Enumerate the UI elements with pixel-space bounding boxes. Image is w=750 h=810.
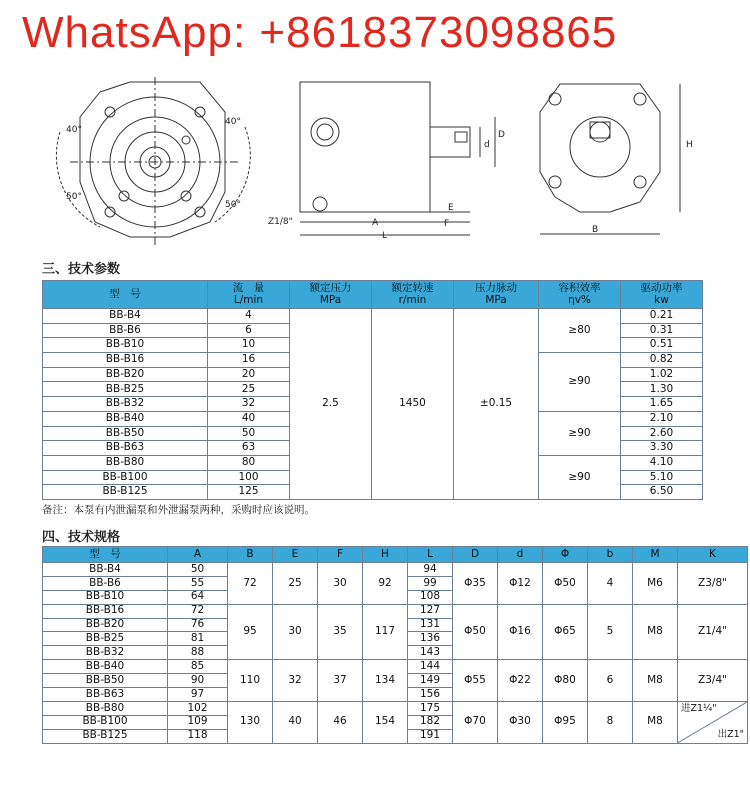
dim-label: H xyxy=(686,140,693,150)
model-cell: BB-B20 xyxy=(43,367,208,382)
power-cell: 3.30 xyxy=(621,441,703,456)
model-cell: BB-B125 xyxy=(43,485,208,500)
f-cell: 30 xyxy=(318,563,363,605)
model-cell: BB-B10 xyxy=(43,338,208,353)
col-header-K: K xyxy=(678,547,748,563)
dim-label: F xyxy=(444,219,450,229)
e-cell: 30 xyxy=(273,604,318,660)
model-cell: BB-B25 xyxy=(43,632,168,646)
col-header-power: 驱动功率 kw xyxy=(621,281,703,309)
table-row xyxy=(43,563,748,577)
k-cell: Z3/8" xyxy=(678,563,748,605)
front-view xyxy=(56,77,250,247)
b-cell: 6 xyxy=(588,660,633,702)
flow-cell: 6 xyxy=(208,323,290,338)
model-cell: BB-B63 xyxy=(43,688,168,702)
flow-cell: 80 xyxy=(208,455,290,470)
model-cell: BB-B20 xyxy=(43,618,168,632)
col-header-pressure: 额定压力 MPa xyxy=(290,281,372,309)
power-cell: 1.30 xyxy=(621,382,703,397)
col-header-flow: 流 量 L/min xyxy=(208,281,290,309)
a-cell: 88 xyxy=(168,646,228,660)
small-d-cell: Φ30 xyxy=(498,701,543,743)
l-cell: 131 xyxy=(408,618,453,632)
model-cell: BB-B32 xyxy=(43,397,208,412)
small-d-cell: Φ22 xyxy=(498,660,543,702)
model-cell: BB-B40 xyxy=(43,411,208,426)
dim-label: L xyxy=(382,231,388,241)
l-cell: 182 xyxy=(408,715,453,729)
k-cell: Z3/4" xyxy=(678,660,748,702)
a-cell: 90 xyxy=(168,674,228,688)
b-cell: 5 xyxy=(588,604,633,660)
model-cell: BB-B16 xyxy=(43,604,168,618)
a-cell: 72 xyxy=(168,604,228,618)
col-header-D: D xyxy=(453,547,498,563)
l-cell: 156 xyxy=(408,688,453,702)
efficiency-cell: ≥90 xyxy=(539,353,621,412)
flow-cell: 32 xyxy=(208,397,290,412)
efficiency-cell: ≥90 xyxy=(539,411,621,455)
b-cell: 8 xyxy=(588,701,633,743)
k-inlet: 进Z1¼" xyxy=(681,702,717,714)
power-cell: 0.51 xyxy=(621,338,703,353)
dim-label: d xyxy=(484,140,490,150)
table-row xyxy=(43,701,748,715)
power-cell: 6.50 xyxy=(621,485,703,500)
h-cell: 154 xyxy=(363,701,408,743)
a-cell: 97 xyxy=(168,688,228,702)
flow-cell: 125 xyxy=(208,485,290,500)
m-cell: M8 xyxy=(633,660,678,702)
flow-cell: 50 xyxy=(208,426,290,441)
e-cell: 25 xyxy=(273,563,318,605)
col-header-speed: 额定转速 r/min xyxy=(372,281,454,309)
power-cell: 0.21 xyxy=(621,309,703,324)
speed-cell: 1450 xyxy=(372,309,454,500)
flow-cell: 16 xyxy=(208,353,290,368)
angle-label: 50° xyxy=(225,200,241,210)
dim-label: D xyxy=(498,130,505,140)
f-cell: 46 xyxy=(318,701,363,743)
a-cell: 76 xyxy=(168,618,228,632)
big-d-cell: Φ55 xyxy=(453,660,498,702)
power-cell: 4.10 xyxy=(621,455,703,470)
col-header-B: B xyxy=(228,547,273,563)
table-row xyxy=(43,604,748,618)
col-header-efficiency: 容积效率 ηv% xyxy=(539,281,621,309)
model-cell: BB-B6 xyxy=(43,323,208,338)
header-row xyxy=(43,281,703,309)
model-cell: BB-B125 xyxy=(43,729,168,743)
e-cell: 32 xyxy=(273,660,318,702)
whatsapp-banner: WhatsApp: +8618373098865 xyxy=(22,8,618,57)
dim-label: A xyxy=(372,218,379,228)
l-cell: 144 xyxy=(408,660,453,674)
col-header-d: d xyxy=(498,547,543,563)
angle-label: 50° xyxy=(66,192,82,202)
thread-label: Z1/8" xyxy=(268,217,293,227)
l-cell: 94 xyxy=(408,563,453,577)
flow-cell: 20 xyxy=(208,367,290,382)
phi-cell: Φ50 xyxy=(543,563,588,605)
big-d-cell: Φ70 xyxy=(453,701,498,743)
l-cell: 149 xyxy=(408,674,453,688)
l-cell: 99 xyxy=(408,576,453,590)
a-cell: 64 xyxy=(168,590,228,604)
col-header-E: E xyxy=(273,547,318,563)
k-outlet: 出Z1" xyxy=(717,729,744,741)
power-cell: 0.31 xyxy=(621,323,703,338)
model-cell: BB-B100 xyxy=(43,715,168,729)
section-title-specs: 四、技术规格 xyxy=(42,530,121,545)
power-cell: 1.65 xyxy=(621,397,703,412)
model-cell: BB-B100 xyxy=(43,470,208,485)
f-cell: 37 xyxy=(318,660,363,702)
col-header-L: L xyxy=(408,547,453,563)
l-cell: 143 xyxy=(408,646,453,660)
m-cell: M6 xyxy=(633,563,678,605)
table-row xyxy=(43,660,748,674)
model-cell: BB-B6 xyxy=(43,576,168,590)
params-table xyxy=(42,280,703,500)
h-cell: 92 xyxy=(363,563,408,605)
side-view xyxy=(300,82,495,235)
a-cell: 55 xyxy=(168,576,228,590)
power-cell: 2.10 xyxy=(621,411,703,426)
col-header-b: b xyxy=(588,547,633,563)
b-dim-cell: 95 xyxy=(228,604,273,660)
section-title-params: 三、技术参数 xyxy=(42,262,121,277)
col-header-H: H xyxy=(363,547,408,563)
big-d-cell: Φ35 xyxy=(453,563,498,605)
note-text: 备注：本泵有内泄漏泵和外泄漏泵两种，采购时应该说明。 xyxy=(42,504,315,516)
end-view xyxy=(540,84,680,234)
h-cell: 117 xyxy=(363,604,408,660)
m-cell: M8 xyxy=(633,701,678,743)
b-dim-cell: 72 xyxy=(228,563,273,605)
k-cell: Z1/4" xyxy=(678,604,748,660)
k-cell-split xyxy=(678,701,748,743)
flow-cell: 40 xyxy=(208,411,290,426)
col-header-model: 型 号 xyxy=(43,547,168,563)
power-cell: 2.60 xyxy=(621,426,703,441)
l-cell: 127 xyxy=(408,604,453,618)
e-cell: 40 xyxy=(273,701,318,743)
col-header-pulse: 压力脉动 MPa xyxy=(454,281,539,309)
b-cell: 4 xyxy=(588,563,633,605)
model-cell: BB-B4 xyxy=(43,309,208,324)
b-dim-cell: 110 xyxy=(228,660,273,702)
flow-cell: 100 xyxy=(208,470,290,485)
pressure-cell: 2.5 xyxy=(290,309,372,500)
flow-cell: 63 xyxy=(208,441,290,456)
specs-table xyxy=(42,546,748,744)
l-cell: 175 xyxy=(408,701,453,715)
model-cell: BB-B50 xyxy=(43,426,208,441)
a-cell: 85 xyxy=(168,660,228,674)
angle-label: 40° xyxy=(225,117,241,127)
pump-drawings xyxy=(0,72,750,250)
model-cell: BB-B25 xyxy=(43,382,208,397)
efficiency-cell: ≥90 xyxy=(539,455,621,499)
phi-cell: Φ80 xyxy=(543,660,588,702)
m-cell: M8 xyxy=(633,604,678,660)
model-cell: BB-B40 xyxy=(43,660,168,674)
col-header-phi: Φ xyxy=(543,547,588,563)
angle-label: 40° xyxy=(66,125,82,135)
a-cell: 50 xyxy=(168,563,228,577)
power-cell: 1.02 xyxy=(621,367,703,382)
small-d-cell: Φ12 xyxy=(498,563,543,605)
model-cell: BB-B16 xyxy=(43,353,208,368)
model-cell: BB-B10 xyxy=(43,590,168,604)
power-cell: 0.82 xyxy=(621,353,703,368)
l-cell: 108 xyxy=(408,590,453,604)
a-cell: 81 xyxy=(168,632,228,646)
table-row xyxy=(43,309,703,324)
b-dim-cell: 130 xyxy=(228,701,273,743)
model-cell: BB-B32 xyxy=(43,646,168,660)
model-cell: BB-B50 xyxy=(43,674,168,688)
col-header-F: F xyxy=(318,547,363,563)
flow-cell: 4 xyxy=(208,309,290,324)
phi-cell: Φ95 xyxy=(543,701,588,743)
dim-label: E xyxy=(448,203,454,213)
model-cell: BB-B80 xyxy=(43,455,208,470)
h-cell: 134 xyxy=(363,660,408,702)
col-header-model: 型 号 xyxy=(43,281,208,309)
l-cell: 191 xyxy=(408,729,453,743)
header-row xyxy=(43,547,748,563)
col-header-M: M xyxy=(633,547,678,563)
a-cell: 109 xyxy=(168,715,228,729)
a-cell: 118 xyxy=(168,729,228,743)
pulse-cell: ±0.15 xyxy=(454,309,539,500)
flow-cell: 25 xyxy=(208,382,290,397)
a-cell: 102 xyxy=(168,701,228,715)
efficiency-cell: ≥80 xyxy=(539,309,621,353)
model-cell: BB-B80 xyxy=(43,701,168,715)
small-d-cell: Φ16 xyxy=(498,604,543,660)
flow-cell: 10 xyxy=(208,338,290,353)
model-cell: BB-B4 xyxy=(43,563,168,577)
col-header-A: A xyxy=(168,547,228,563)
l-cell: 136 xyxy=(408,632,453,646)
dim-label: B xyxy=(592,225,599,235)
phi-cell: Φ65 xyxy=(543,604,588,660)
power-cell: 5.10 xyxy=(621,470,703,485)
f-cell: 35 xyxy=(318,604,363,660)
model-cell: BB-B63 xyxy=(43,441,208,456)
big-d-cell: Φ50 xyxy=(453,604,498,660)
